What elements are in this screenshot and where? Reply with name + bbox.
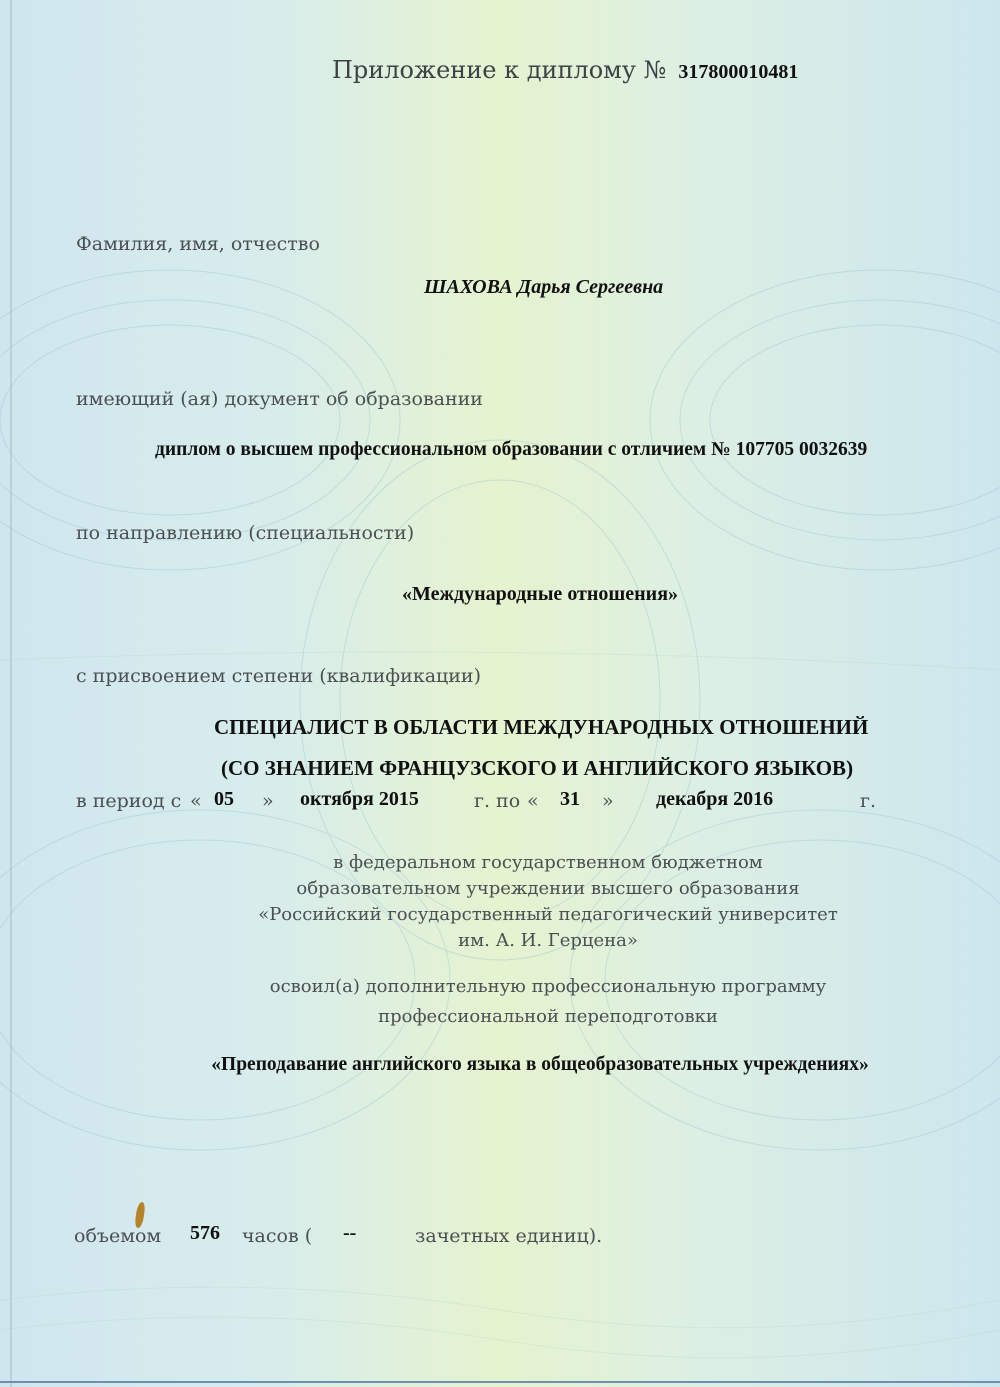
specialty-label: по направлению (специальности) xyxy=(76,522,415,544)
diploma-number: 317800010481 xyxy=(678,61,799,83)
start-month-year: октября 2015 xyxy=(300,788,419,810)
institution-line-1: в федеральном государственном бюджетном xyxy=(333,852,763,873)
institution-line-4: им. А. И. Герцена» xyxy=(458,930,638,951)
hours-label: часов ( xyxy=(242,1225,313,1247)
quote-open-1: « xyxy=(190,790,202,812)
program-line-1: освоил(а) дополнительную профессиональную программу xyxy=(269,976,827,997)
header xyxy=(332,56,798,84)
education-doc-value: диплом о высшем профессиональном образовании с отличием № 107705 0032639 xyxy=(155,439,868,460)
end-day: 31 xyxy=(560,788,580,810)
specialty-value: «Международные отношения» xyxy=(402,583,679,605)
volume-credits: -- xyxy=(343,1222,357,1244)
institution-line-3: «Российский государственный педагогический университет xyxy=(258,904,838,925)
start-day: 05 xyxy=(214,788,234,810)
period-suffix: г. xyxy=(860,790,876,812)
quote-open-2: « xyxy=(527,790,539,812)
end-month-year: декабря 2016 xyxy=(656,788,774,810)
person-name: ШАХОВА Дарья Сергеевна xyxy=(424,276,664,298)
qualification-line-1: СПЕЦИАЛИСТ В ОБЛАСТИ МЕЖДУНАРОДНЫХ ОТНОШЕНИЙ xyxy=(214,715,869,739)
volume-hours: 576 xyxy=(190,1222,220,1244)
period-prefix: в период с xyxy=(76,790,182,812)
header-title: Приложение к диплому № xyxy=(332,56,667,84)
institution-line-2: образовательном учреждении высшего образования xyxy=(296,878,800,899)
quote-close-1: » xyxy=(262,790,274,812)
program-title: «Преподавание английского языка в общеобразовательных учреждениях» xyxy=(211,1054,869,1075)
bottom-border xyxy=(0,1381,1000,1383)
credits-label: зачетных единиц). xyxy=(415,1225,603,1247)
volume-label: объемом xyxy=(74,1225,162,1247)
qualification-line-2: (СО ЗНАНИЕМ ФРАНЦУЗСКОГО И АНГЛИЙСКОГО ЯЗЫКОВ) xyxy=(221,756,854,780)
quote-close-2: » xyxy=(602,790,614,812)
education-doc-label: имеющий (ая) документ об образовании xyxy=(76,388,483,410)
name-label: Фамилия, имя, отчество xyxy=(76,233,320,255)
program-line-2: профессиональной переподготовки xyxy=(378,1006,718,1027)
page-edge xyxy=(10,0,12,1387)
qualification-label: с присвоением степени (квалификации) xyxy=(76,665,481,687)
period-mid: г. по xyxy=(474,790,521,812)
